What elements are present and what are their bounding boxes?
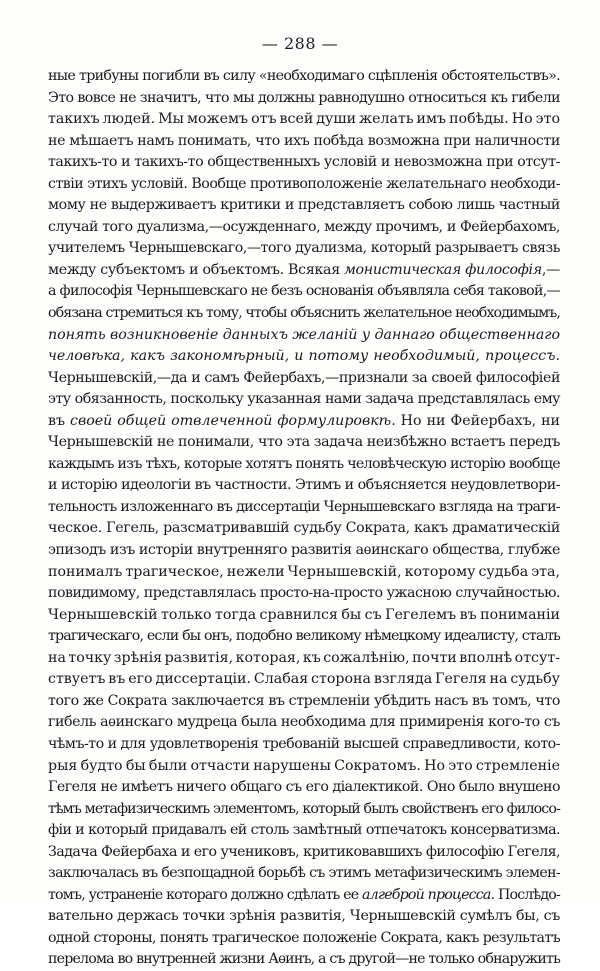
text-segment: а философія Чернышевскаго не безъ основанія объявляла себя таковой,—	[48, 283, 560, 300]
text-segment: Это вовсе не значитъ, что мы должны равнодушно относиться къ гибели	[48, 89, 560, 106]
text-line	[48, 66, 560, 88]
text-segment: въ	[48, 412, 70, 429]
text-line	[48, 497, 560, 519]
text-segment: ствуетъ въ его диссертаціи. Слабая сторона взгляда Гегеля на судьбу	[48, 671, 560, 688]
text-line	[48, 820, 560, 842]
text-line	[48, 626, 560, 648]
text-segment: . Но ни Фейербахъ, ни	[391, 412, 560, 429]
text-segment: ческое. Гегель, разсматривавшій судьбу Сократа, какъ драматическій	[48, 520, 560, 537]
text-segment: такихъ людей. Мы можемъ отъ всей души желать имъ побѣды. Но это	[48, 111, 560, 128]
italic-text-segment: своей общей отвлеченной формулировкѣ	[70, 412, 392, 429]
text-segment: повидимому, представлялась просто-на-просто ужасною случайностью.	[48, 585, 560, 602]
body-text	[48, 66, 560, 971]
text-line	[48, 842, 560, 864]
text-segment: обязана стремиться къ тому, чтобы объяснить желательное необходимымъ,	[48, 305, 560, 322]
text-line	[48, 346, 560, 368]
text-line	[48, 928, 560, 950]
text-line	[48, 734, 560, 756]
text-segment: Чернышевскій,—да и самъ Фейербахъ,—признали за своей философіей	[48, 369, 560, 386]
text-line	[48, 281, 560, 303]
text-segment: Гегеля не имѣетъ ничего общаго съ его діалектикой. Оно было внушено	[48, 779, 560, 796]
text-line	[48, 949, 560, 971]
text-segment: понималъ трагическое, нежели Чернышевскій, которому судьба эта,	[48, 563, 560, 580]
page-number: — 288 —	[261, 34, 339, 53]
text-line	[48, 217, 560, 239]
text-line	[48, 109, 560, 131]
text-line	[48, 389, 560, 411]
text-line	[48, 411, 560, 433]
text-segment: . Послѣдо-	[490, 886, 560, 903]
text-line	[48, 906, 560, 928]
text-segment: одной стороны, понять трагическое положеніе Сократа, какъ результатъ	[48, 929, 560, 946]
text-segment: томъ, устраненіе котораго должно сдѣлать ее	[48, 886, 362, 903]
italic-text-segment: монистическая философія	[344, 261, 542, 278]
text-segment: случай того дуализма,—осужденнаго, между прочимъ, и Фейербахомъ,	[48, 218, 560, 235]
text-line	[48, 152, 560, 174]
text-line	[48, 799, 560, 821]
text-segment: на точку зрѣнія развитія, которая, къ сожалѣнію, почти вполнѣ отсут-	[48, 649, 560, 666]
text-line	[48, 583, 560, 605]
text-segment: не мѣшаетъ намъ понимать, что ихъ побѣда возможна при наличности	[48, 132, 560, 149]
text-line	[48, 174, 560, 196]
text-segment: Чернышевскій только тогда сравнился бы съ Гегелемъ въ пониманіи	[48, 606, 560, 623]
text-segment: учителемъ Чернышевскаго,—того дуализма, который разрываетъ связь	[48, 240, 560, 257]
text-line	[48, 368, 560, 390]
text-segment: такихъ-то и такихъ-то общественныхъ условій и невозможна при отсут-	[48, 154, 560, 171]
text-segment: между субъектомъ и объектомъ. Всякая	[48, 261, 345, 278]
text-line	[48, 518, 560, 540]
text-line	[48, 303, 560, 325]
text-segment: эту обязанность, поскольку указанная нами задача представлялась ему	[48, 391, 560, 408]
text-segment: ,—	[541, 261, 560, 278]
text-line	[48, 238, 560, 260]
text-line	[48, 260, 560, 282]
text-segment: мому не выдерживаетъ критики и представляетъ собою лишь частный	[48, 197, 560, 214]
italic-text-segment: алгеброй процесса	[361, 886, 491, 903]
text-segment: трагическаго, если бы онъ, подобно великому нѣмецкому идеалисту, сталъ	[48, 628, 560, 645]
text-line	[48, 712, 560, 734]
italic-text-segment: понять возникновеніе данныхъ желаній у даннаго общественнаго	[48, 326, 560, 343]
text-line	[48, 88, 560, 110]
text-line	[48, 432, 560, 454]
text-segment: тельность изложеннаго въ диссертаціи Чернышевскаго взгляда на траги-	[48, 498, 560, 515]
text-segment: каждымъ изъ тѣхъ, которые хотятъ понять человѣческую исторію вообще	[48, 455, 560, 472]
text-segment: тѣмъ метафизическимъ элементомъ, который былъ свойственъ его филосо-	[48, 800, 560, 817]
text-segment: того же Сократа заключается въ стремленіи убѣдить насъ въ томъ, что	[48, 692, 560, 709]
italic-text-segment: человѣка, какъ закономѣрный, и потому необходимый, процессъ	[48, 348, 556, 365]
text-line	[48, 885, 560, 907]
text-line	[48, 562, 560, 584]
text-segment: Чернышевскій не понимали, что эта задача неизбѣжно встаетъ передъ	[48, 434, 560, 451]
text-segment: Задача Фейербаха и его учениковъ, критиковавшихъ философію Гегеля,	[48, 843, 560, 860]
text-line	[48, 131, 560, 153]
text-line	[48, 540, 560, 562]
text-line	[48, 691, 560, 713]
text-line	[48, 669, 560, 691]
text-segment: ные трибуны погибли въ силу «необходимаго сцѣпленія обстоятельствъ».	[48, 68, 560, 84]
text-line	[48, 605, 560, 627]
text-line	[48, 325, 560, 347]
text-segment: вательно держась точки зрѣнія развитія, Чернышевскій сумѣлъ бы, съ	[48, 908, 560, 925]
text-segment: заключалась въ безпощадной борьбѣ съ этимъ метафизическимъ элемен-	[48, 865, 560, 882]
text-segment: .	[555, 348, 560, 365]
text-segment: перелома во внутренней жизни Аѳинъ, а съ другой—не только обнаружить	[48, 951, 560, 968]
text-segment: рыя будто бы были отчасти нарушены Сократомъ. Но это стремленіе	[48, 757, 560, 774]
text-line	[48, 777, 560, 799]
text-line	[48, 756, 560, 778]
text-segment: чѣмъ-то и для удовлетворенія требованій высшей справедливости, кото-	[48, 735, 560, 752]
text-line	[48, 454, 560, 476]
text-segment: эпизодъ изъ исторіи внутренняго развитія аѳинскаго общества, глубже	[48, 542, 560, 559]
text-segment: и исторію идеологіи въ частности. Этимъ и объясняется неудовлетвори-	[48, 477, 560, 494]
text-line	[48, 648, 560, 670]
text-segment: ствіи этихъ условій. Вообще противоположеніе желательнаго необходи-	[48, 175, 560, 192]
text-segment: фіи и который придавалъ ей столь замѣтный отпечатокъ консерватизма.	[48, 822, 560, 839]
text-line	[48, 475, 560, 497]
text-line	[48, 195, 560, 217]
text-segment: гибель аѳинскаго мудреца была необходима для примиренія кого-то съ	[48, 714, 560, 731]
text-line	[48, 863, 560, 885]
